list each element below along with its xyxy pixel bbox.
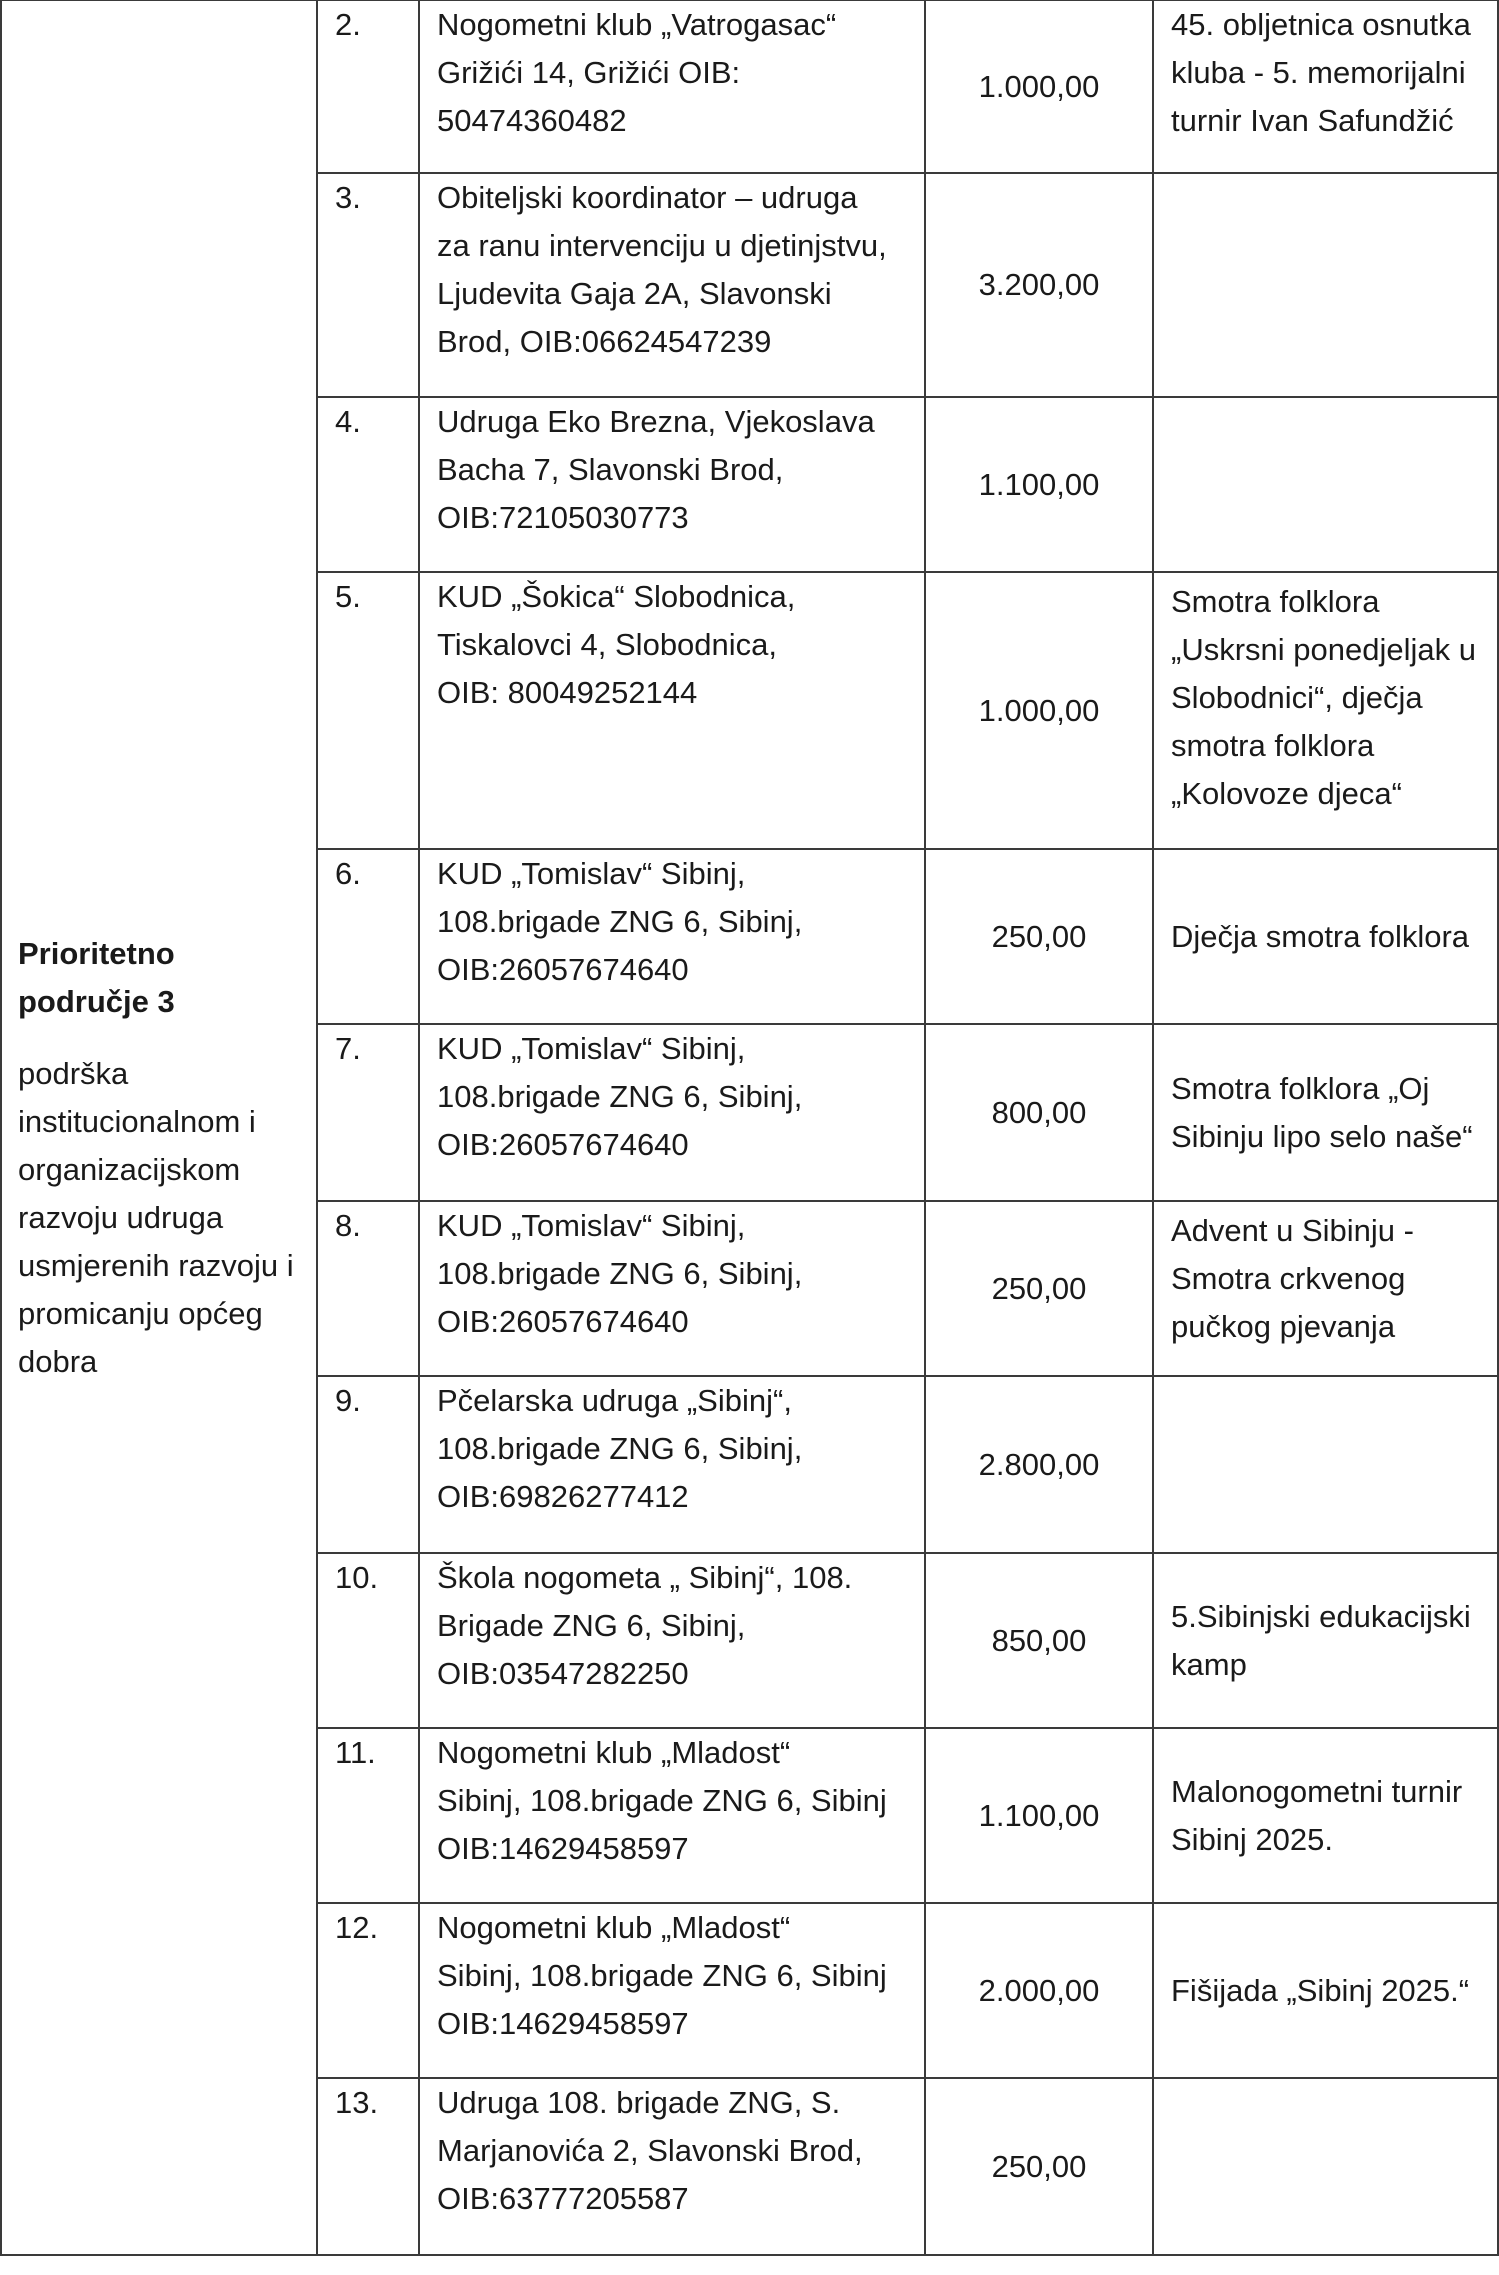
- row-number: 6.: [317, 849, 419, 1024]
- recipient-name: Nogometni klub „Mladost“ Sibinj, 108.brigade ZNG 6, Sibinj OIB:14629458597: [419, 1903, 925, 2078]
- purpose-note: Smotra folklora „Uskrsni ponedjeljak u Slobodnici“, dječja smotra folklora „Kolovoze djeca“: [1153, 572, 1498, 849]
- purpose-note: Fišijada „Sibinj 2025.“: [1153, 1903, 1498, 2078]
- recipient-name: Pčelarska udruga „Sibinj“, 108.brigade ZNG 6, Sibinj, OIB:69826277412: [419, 1376, 925, 1553]
- purpose-note: [1153, 397, 1498, 572]
- purpose-note: 5.Sibinjski edukacijski kamp: [1153, 1553, 1498, 1728]
- amount: 3.200,00: [925, 173, 1153, 397]
- amount: 250,00: [925, 1201, 1153, 1376]
- amount: 1.100,00: [925, 1728, 1153, 1903]
- row-number: 10.: [317, 1553, 419, 1728]
- row-number: 11.: [317, 1728, 419, 1903]
- recipient-name: Obiteljski koordinator – udruga za ranu intervenciju u djetinjstvu, Ljudevita Gaja 2A, Slavonski Brod, OIB:06624547239: [419, 173, 925, 397]
- row-number: 12.: [317, 1903, 419, 2078]
- row-number: 5.: [317, 572, 419, 849]
- recipient-name: Nogometni klub „Mladost“ Sibinj, 108.brigade ZNG 6, Sibinj OIB:14629458597: [419, 1728, 925, 1903]
- row-number: 8.: [317, 1201, 419, 1376]
- amount: 250,00: [925, 2078, 1153, 2255]
- amount: 1.000,00: [925, 0, 1153, 173]
- purpose-note: Malonogometni turnir Sibinj 2025.: [1153, 1728, 1498, 1903]
- purpose-note: Advent u Sibinju - Smotra crkvenog pučkog pjevanja: [1153, 1201, 1498, 1376]
- amount: 1.000,00: [925, 572, 1153, 849]
- row-number: 3.: [317, 173, 419, 397]
- row-number: 13.: [317, 2078, 419, 2255]
- amount: 850,00: [925, 1553, 1153, 1728]
- amount: 1.100,00: [925, 397, 1153, 572]
- purpose-note: Dječja smotra folklora: [1153, 849, 1498, 1024]
- recipient-name: Udruga 108. brigade ZNG, S. Marjanovića 2, Slavonski Brod, OIB:63777205587: [419, 2078, 925, 2255]
- purpose-note: Smotra folklora „Oj Sibinju lipo selo naše“: [1153, 1024, 1498, 1201]
- amount: 250,00: [925, 849, 1153, 1024]
- table-row: [1, 0, 1498, 173]
- amount: 2.800,00: [925, 1376, 1153, 1553]
- priority-area-title: Prioritetno područje 3: [18, 935, 175, 1019]
- purpose-note: [1153, 2078, 1498, 2255]
- recipient-name: Nogometni klub „Vatrogasac“ Grižići 14, Grižići OIB: 50474360482: [419, 0, 925, 173]
- purpose-note: 45. obljetnica osnutka kluba - 5. memorijalni turnir Ivan Safundžić: [1153, 0, 1498, 173]
- priority-area-cell: [1, 0, 317, 2255]
- recipient-name: Škola nogometa „ Sibinj“, 108. Brigade ZNG 6, Sibinj, OIB:03547282250: [419, 1553, 925, 1728]
- row-number: 7.: [317, 1024, 419, 1201]
- recipient-name: KUD „Tomislav“ Sibinj, 108.brigade ZNG 6, Sibinj, OIB:26057674640: [419, 849, 925, 1024]
- recipient-name: KUD „Tomislav“ Sibinj, 108.brigade ZNG 6, Sibinj, OIB:26057674640: [419, 1024, 925, 1201]
- priority-area-description: podrška institucionalnom i organizacijskom razvoju udruga usmjerenih razvoju i promicanju općeg dobra: [18, 1055, 294, 1379]
- row-number: 2.: [317, 0, 419, 173]
- recipient-name: Udruga Eko Brezna, Vjekoslava Bacha 7, Slavonski Brod, OIB:72105030773: [419, 397, 925, 572]
- recipient-name: KUD „Šokica“ Slobodnica, Tiskalovci 4, Slobodnica, OIB: 80049252144: [419, 572, 925, 849]
- amount: 2.000,00: [925, 1903, 1153, 2078]
- purpose-note: [1153, 173, 1498, 397]
- row-number: 4.: [317, 397, 419, 572]
- row-number: 9.: [317, 1376, 419, 1553]
- recipient-name: KUD „Tomislav“ Sibinj, 108.brigade ZNG 6, Sibinj, OIB:26057674640: [419, 1201, 925, 1376]
- purpose-note: [1153, 1376, 1498, 1553]
- amount: 800,00: [925, 1024, 1153, 1201]
